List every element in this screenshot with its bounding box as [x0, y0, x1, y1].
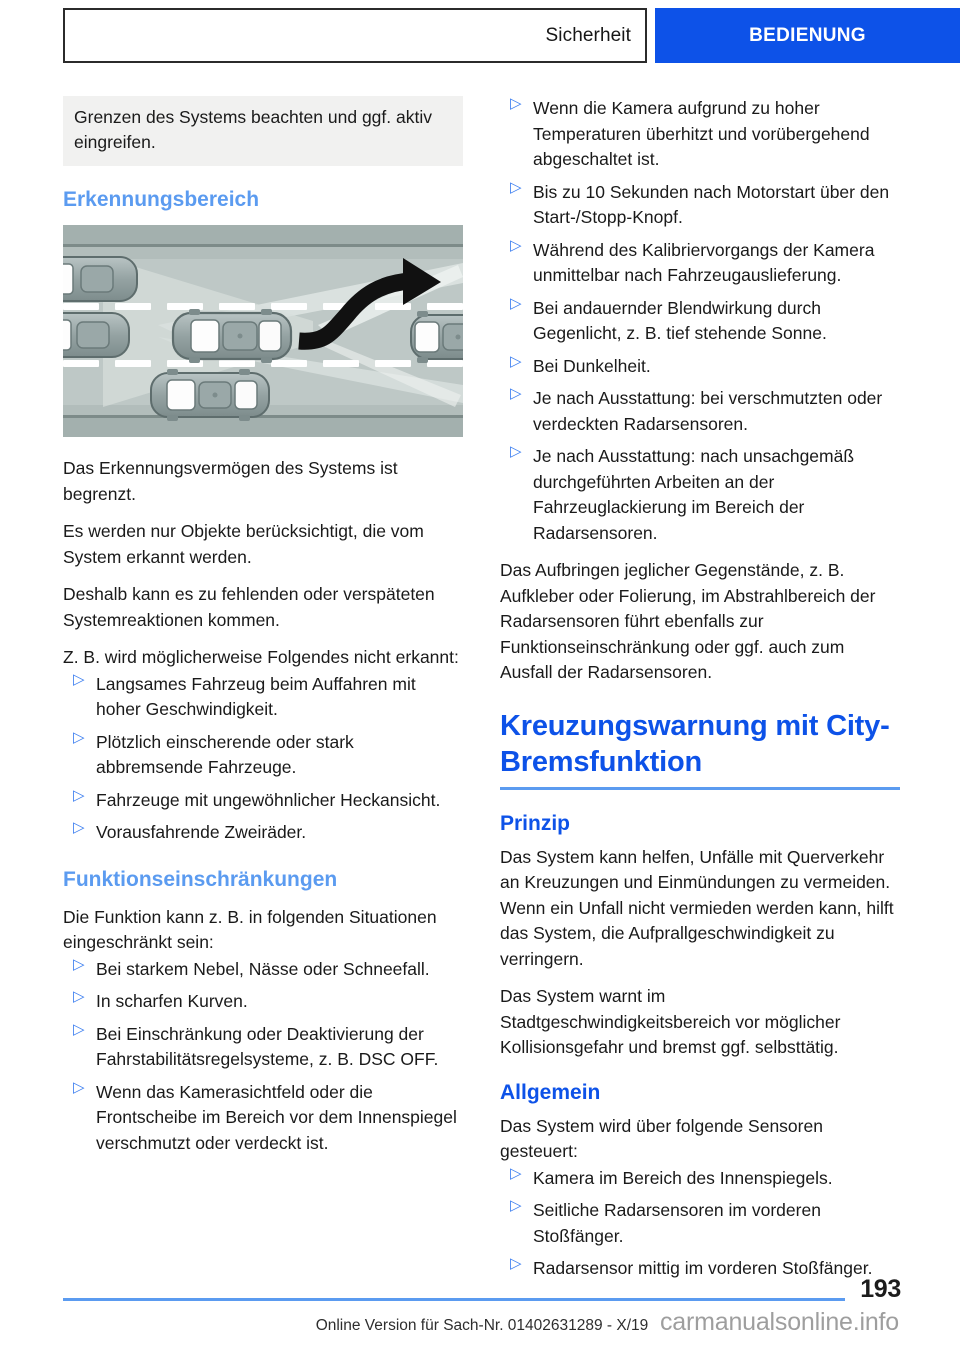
list-item — [500, 1198, 900, 1249]
page-number: 193 — [860, 1275, 901, 1303]
header-chapter-label: Sicherheit — [545, 24, 631, 46]
list-item — [63, 820, 463, 846]
triangle-bullet-icon — [66, 963, 76, 975]
list-item — [63, 788, 463, 814]
list-item-label: Je nach Ausstattung: bei verschmutzten oder verdeckten Radarsensoren. — [533, 388, 883, 434]
triangle-bullet-icon — [503, 302, 513, 314]
triangle-bullet-icon — [503, 1204, 513, 1216]
list-item-label: Kamera im Bereich des Innenspiegels. — [533, 1167, 833, 1188]
paragraph-prinzip-2: Das System warnt im Stadtgeschwindigkeitsbereich vor möglicher Kollisionsgefahr und bremst ggf. selbsttätig. — [500, 986, 841, 1057]
triangle-bullet-icon — [503, 186, 513, 198]
page-header — [63, 8, 960, 63]
car-middle-left — [63, 309, 129, 361]
list-item — [500, 180, 900, 231]
list-item-label: Vorausfahrende Zweiräder. — [96, 822, 307, 842]
triangle-bullet-icon — [503, 450, 513, 462]
footer-divider — [63, 1298, 845, 1301]
triangle-bullet-icon — [503, 102, 513, 114]
list-item-label: Bei Dunkelheit. — [533, 355, 651, 376]
detection-range-svg — [63, 225, 463, 437]
list-item-label: Wenn das Kamerasichtfeld oder die Frontscheibe im Bereich vor dem Innenspiegel verschmutzt oder verdeckt ist. — [96, 1081, 457, 1153]
list-item — [63, 1080, 463, 1157]
paragraph-erkennungsvermoegen: Das Erkennungsvermögen des Systems ist begrenzt. — [63, 458, 398, 504]
paragraph-aufbringen: Das Aufbringen jeglicher Gegenstände, z. B. Aufkleber oder Folierung, im Abstrahlbereich der Radarsensoren führt ebenfalls zur Funktionseinschränkung oder ggf. auch zum Ausfall der Radarsensoren. — [500, 560, 876, 682]
list-item-label: Radarsensor mittig im vorderen Stoßfänger. — [533, 1258, 873, 1278]
notice-text: Grenzen des Systems beachten und ggf. aktiv eingreifen. — [74, 107, 432, 152]
right-column — [500, 96, 900, 1276]
list-item-label: Bei andauernder Blendwirkung durch Gegenlicht, z. B. tief stehende Sonne. — [533, 297, 827, 343]
triangle-bullet-icon — [66, 826, 76, 838]
car-upper-left — [63, 253, 137, 305]
paragraph-nicht-erkannt-intro: Z. B. wird möglicherweise Folgendes nicht erkannt: — [63, 647, 459, 667]
list-sensors — [500, 1166, 900, 1282]
ego-car-center — [173, 309, 291, 363]
list-item-label: Plötzlich einscherende oder stark abbremsende Fahrzeuge. — [96, 731, 354, 777]
footer-note: Online Version für Sach-Nr. 01402631289 - X/19 — [315, 1317, 649, 1334]
list-item — [63, 1022, 463, 1073]
triangle-bullet-icon — [66, 995, 76, 1007]
list-limitations-right — [500, 96, 900, 546]
detection-range-illustration — [63, 225, 463, 437]
paragraph-limitations-intro: Die Funktion kann z. B. in folgenden Situationen eingeschränkt sein: — [63, 906, 437, 952]
list-item-label: Je nach Ausstattung: nach unsachgemäß durchgeführten Arbeiten an der Fahrzeuglackierung im Bereich der Radarsensoren. — [533, 446, 855, 543]
list-item — [63, 672, 463, 723]
list-item-label: Seitliche Radarsensoren im vorderen Stoßfänger. — [533, 1200, 821, 1246]
triangle-bullet-icon — [66, 1086, 76, 1098]
triangle-bullet-icon — [503, 1172, 513, 1184]
triangle-bullet-icon — [66, 794, 76, 806]
list-item — [63, 957, 463, 983]
triangle-bullet-icon — [66, 1028, 76, 1040]
list-item-label: Bei Einschränkung oder Deaktivierung der Fahrstabilitätsregelsysteme, z. B. DSC OFF. — [96, 1023, 439, 1069]
paragraph-allgemein-intro: Das System wird über folgende Sensoren gesteuert: — [500, 1115, 823, 1161]
list-item-label: Während des Kalibriervorgangs der Kamera unmittelbar nach Fahrzeugauslieferung. — [533, 239, 875, 285]
list-item — [500, 96, 900, 173]
triangle-bullet-icon — [66, 678, 76, 690]
list-limitations-left — [63, 957, 463, 1157]
list-item-label: Fahrzeuge mit ungewöhnlicher Heckansicht. — [96, 789, 441, 810]
paragraph-prinzip-1: Das System kann helfen, Unfälle mit Querverkehr an Kreuzungen und Einmündungen zu vermeiden. Wenn ein Unfall nicht vermieden werden kann, hilft das System, die Aufprallgeschwindigkeit zu verringern. — [500, 846, 894, 969]
list-item — [500, 1166, 900, 1192]
list-item — [63, 730, 463, 781]
list-item — [500, 386, 900, 437]
content-columns — [63, 96, 901, 1276]
heading-prinzip: Prinzip — [500, 811, 571, 835]
page-footer — [63, 1277, 901, 1337]
header-section-box — [655, 8, 960, 63]
list-item-label: Bei starkem Nebel, Nässe oder Schneefall. — [96, 958, 430, 979]
paragraph-objekte: Es werden nur Objekte berücksichtigt, die vom System erkannt werden. — [63, 521, 424, 567]
heading-funktionseinschraenkungen: Funktionseinschränkungen — [63, 867, 338, 891]
left-column — [63, 96, 463, 1276]
triangle-bullet-icon — [503, 1262, 513, 1274]
header-chapter-box — [63, 8, 647, 63]
watermark-text: carmanualsonline.info — [659, 1308, 899, 1336]
heading-erkennungsbereich: Erkennungsbereich — [63, 188, 260, 211]
list-item-label: Wenn die Kamera aufgrund zu hoher Temperaturen überhitzt und vorübergehend abgeschaltet ist. — [533, 98, 870, 169]
car-right-edge — [411, 311, 463, 363]
list-not-recognized — [63, 672, 463, 846]
list-item-label: In scharfen Kurven. — [96, 991, 248, 1011]
triangle-bullet-icon — [503, 392, 513, 404]
paragraph-systemreaktionen: Deshalb kann es zu fehlenden oder verspäteten Systemreaktionen kommen. — [63, 584, 435, 630]
page-title: Kreuzungswarnung mit City-Bremsfunktion — [500, 709, 890, 778]
title-divider — [500, 787, 900, 790]
list-item — [500, 444, 900, 546]
list-item — [63, 989, 463, 1015]
list-item — [500, 238, 900, 289]
triangle-bullet-icon — [66, 736, 76, 748]
list-item — [500, 296, 900, 347]
list-item — [500, 354, 900, 380]
notice-box — [63, 96, 463, 166]
list-item-label: Bis zu 10 Sekunden nach Motorstart über den Start-/Stopp-Knopf. — [533, 181, 890, 227]
car-lower-middle — [151, 369, 269, 421]
triangle-bullet-icon — [503, 244, 513, 256]
heading-allgemein: Allgemein — [500, 1080, 601, 1104]
triangle-bullet-icon — [503, 360, 513, 372]
list-item-label: Langsames Fahrzeug beim Auffahren mit hoher Geschwindigkeit. — [96, 673, 416, 719]
header-section-label: BEDIENUNG — [749, 24, 866, 46]
